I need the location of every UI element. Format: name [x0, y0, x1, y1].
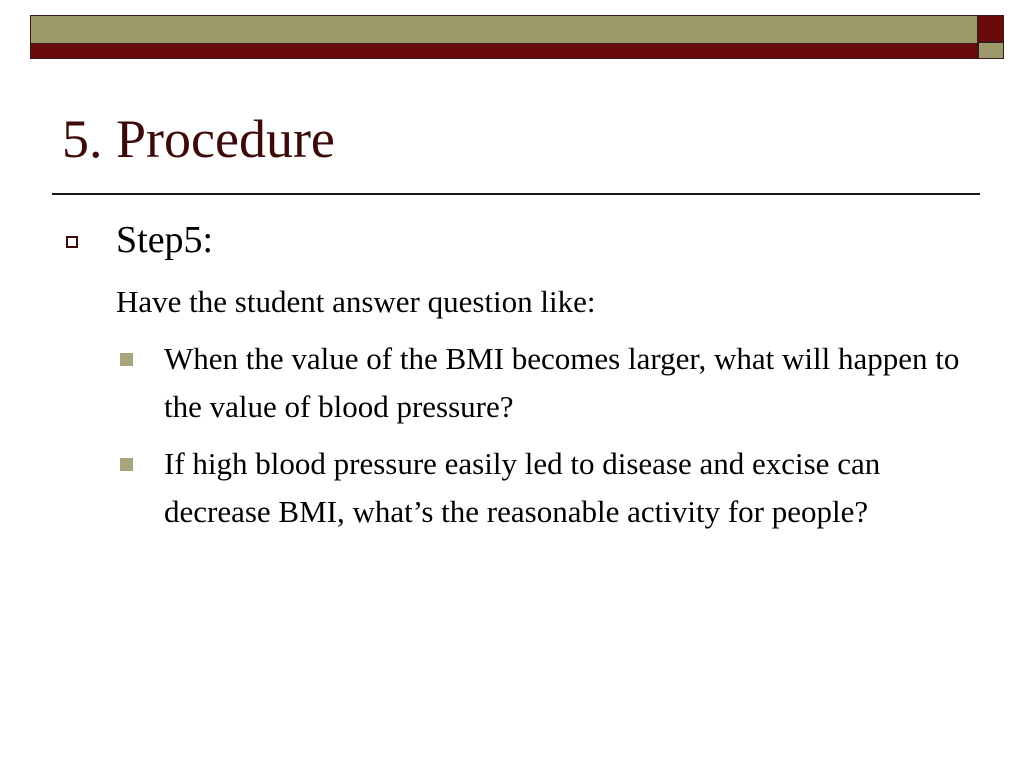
header-olive-stripe	[31, 16, 977, 44]
header-decoration-band	[30, 15, 978, 59]
step-label: Step5:	[116, 219, 214, 261]
question-item: If high blood pressure easily led to disease and excise can decrease BMI, what’s the reasonable activity for people?	[164, 446, 881, 529]
step-intro: Have the student answer question like:	[116, 284, 596, 319]
corner-olive-square	[978, 42, 1004, 59]
filled-square-bullet-icon	[120, 353, 133, 366]
question-item: When the value of the BMI becomes larger, what will happen to the value of blood pressure?	[164, 341, 960, 424]
title-divider	[52, 193, 980, 195]
slide-title: 5. Procedure	[62, 109, 335, 169]
corner-maroon-square	[978, 15, 1004, 42]
header-maroon-stripe	[31, 44, 977, 58]
hollow-square-bullet-icon	[66, 236, 78, 248]
filled-square-bullet-icon	[120, 458, 133, 471]
